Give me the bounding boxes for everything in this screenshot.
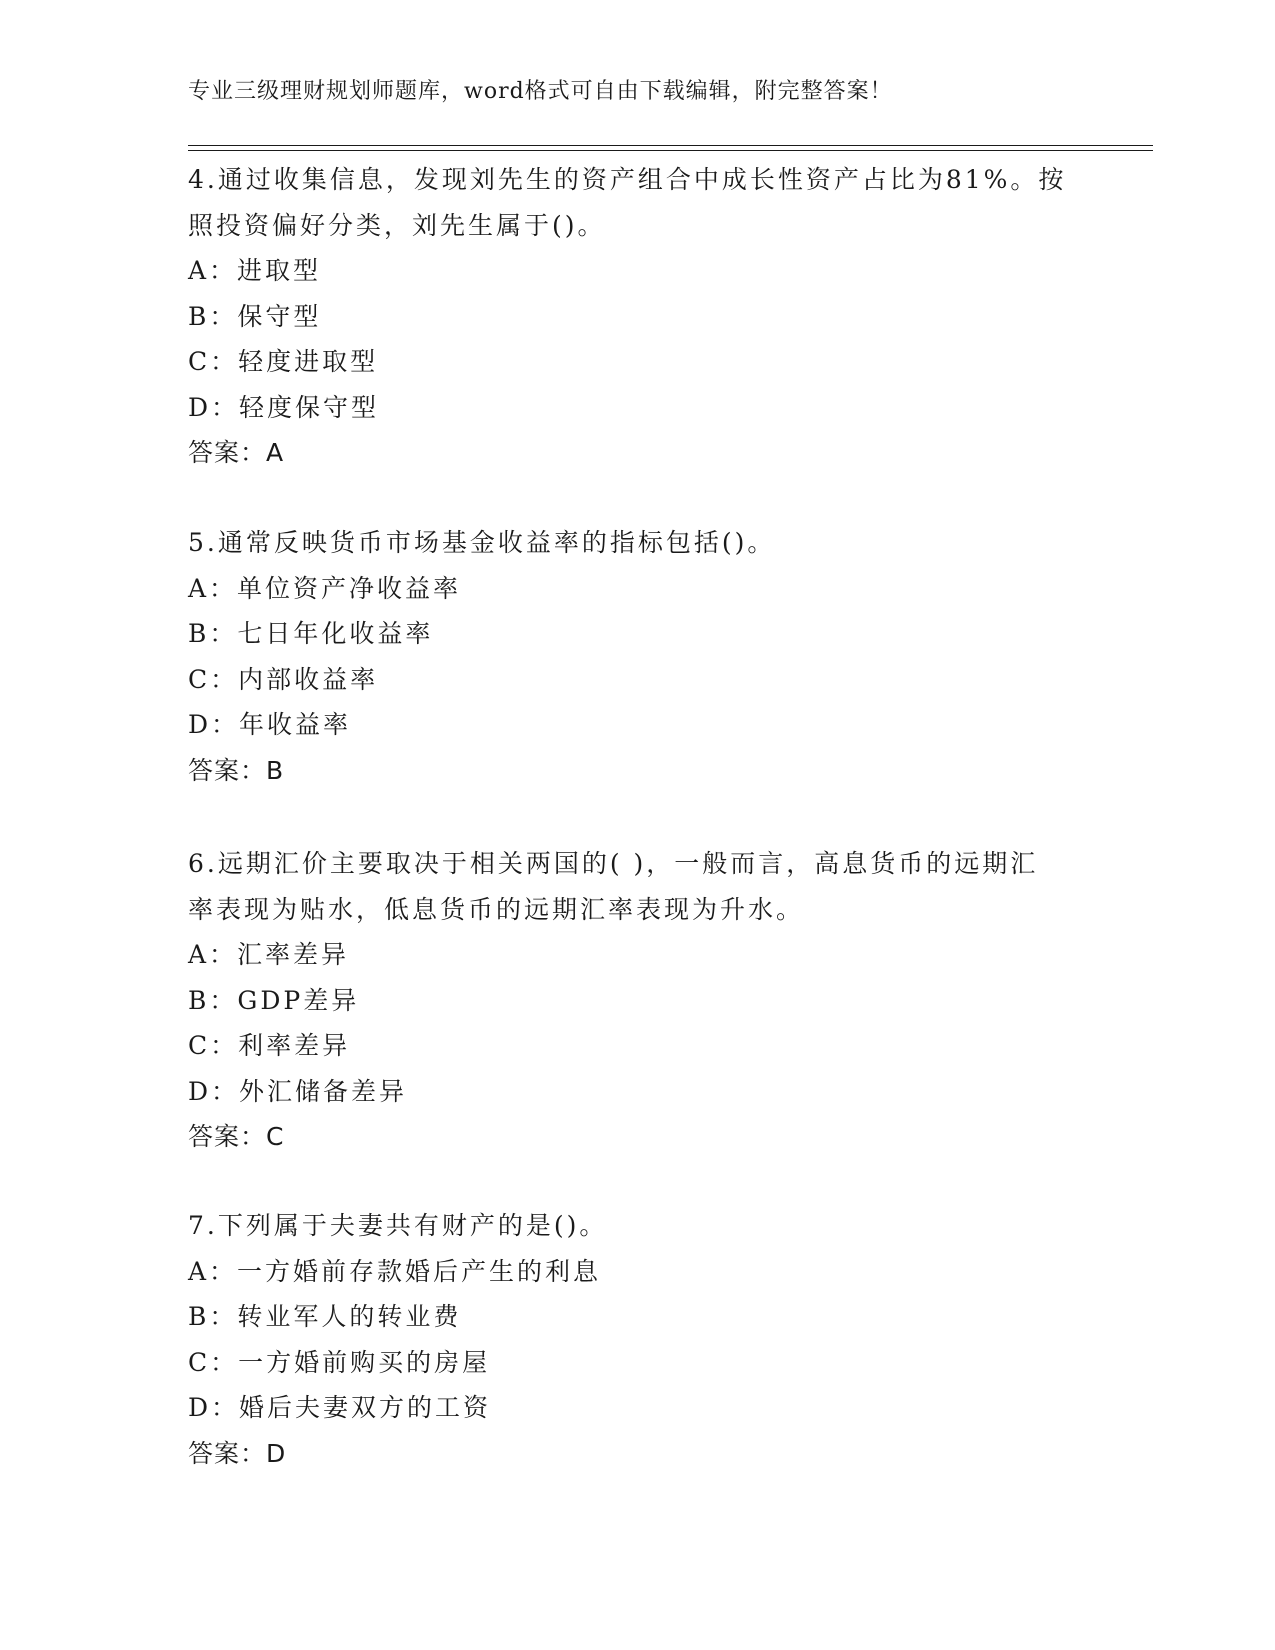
option-d: D：轻度保守型 <box>188 392 380 422</box>
question-stem-line: 率表现为贴水，低息货币的远期汇率表现为升水。 <box>188 894 805 924</box>
header-divider-bottom <box>188 150 1153 151</box>
question-stem-line: 照投资偏好分类，刘先生属于()。 <box>188 210 606 240</box>
option-d: D：外汇储备差异 <box>188 1076 408 1106</box>
question-block-6 <box>188 841 1088 1160</box>
option-a: A：进取型 <box>188 256 322 285</box>
question-stem-line: 4.通过收集信息，发现刘先生的资产组合中成长性资产占比为81%。按 <box>188 165 1067 194</box>
question-block-5 <box>188 520 1088 793</box>
header-divider-top <box>188 145 1153 146</box>
option-a: A：一方婚前存款婚后产生的利息 <box>188 1256 602 1286</box>
option-b: B：保守型 <box>188 301 322 331</box>
answer: 答案：C <box>188 1122 285 1151</box>
option-d: D：婚后夫妻双方的工资 <box>188 1393 492 1422</box>
option-b: B：转业军人的转业费 <box>188 1302 462 1331</box>
option-c: C：内部收益率 <box>188 664 379 694</box>
question-block-7 <box>188 1203 1088 1476</box>
option-b: B：七日年化收益率 <box>188 619 434 648</box>
option-c: C：轻度进取型 <box>188 347 379 376</box>
question-stem-line: 5.通常反映货币市场基金收益率的指标包括()。 <box>188 528 776 557</box>
option-d: D：年收益率 <box>188 710 352 739</box>
question-stem-line: 7.下列属于夫妻共有财产的是()。 <box>188 1211 608 1240</box>
option-b: B：GDP差异 <box>188 985 360 1015</box>
answer: 答案：B <box>188 755 285 785</box>
option-c: C：一方婚前购买的房屋 <box>188 1347 491 1377</box>
question-stem-line: 6.远期汇价主要取决于相关两国的( )，一般而言，高息货币的远期汇 <box>188 849 1039 878</box>
answer: 答案：D <box>188 1438 287 1468</box>
option-a: A：汇率差异 <box>188 940 350 969</box>
document-header: 专业三级理财规划师题库，word格式可自由下载编辑，附完整答案！ <box>188 79 893 104</box>
answer: 答案：A <box>188 438 285 467</box>
option-c: C：利率差异 <box>188 1031 351 1060</box>
option-a: A：单位资产净收益率 <box>188 573 462 603</box>
question-block-4 <box>188 157 1088 476</box>
